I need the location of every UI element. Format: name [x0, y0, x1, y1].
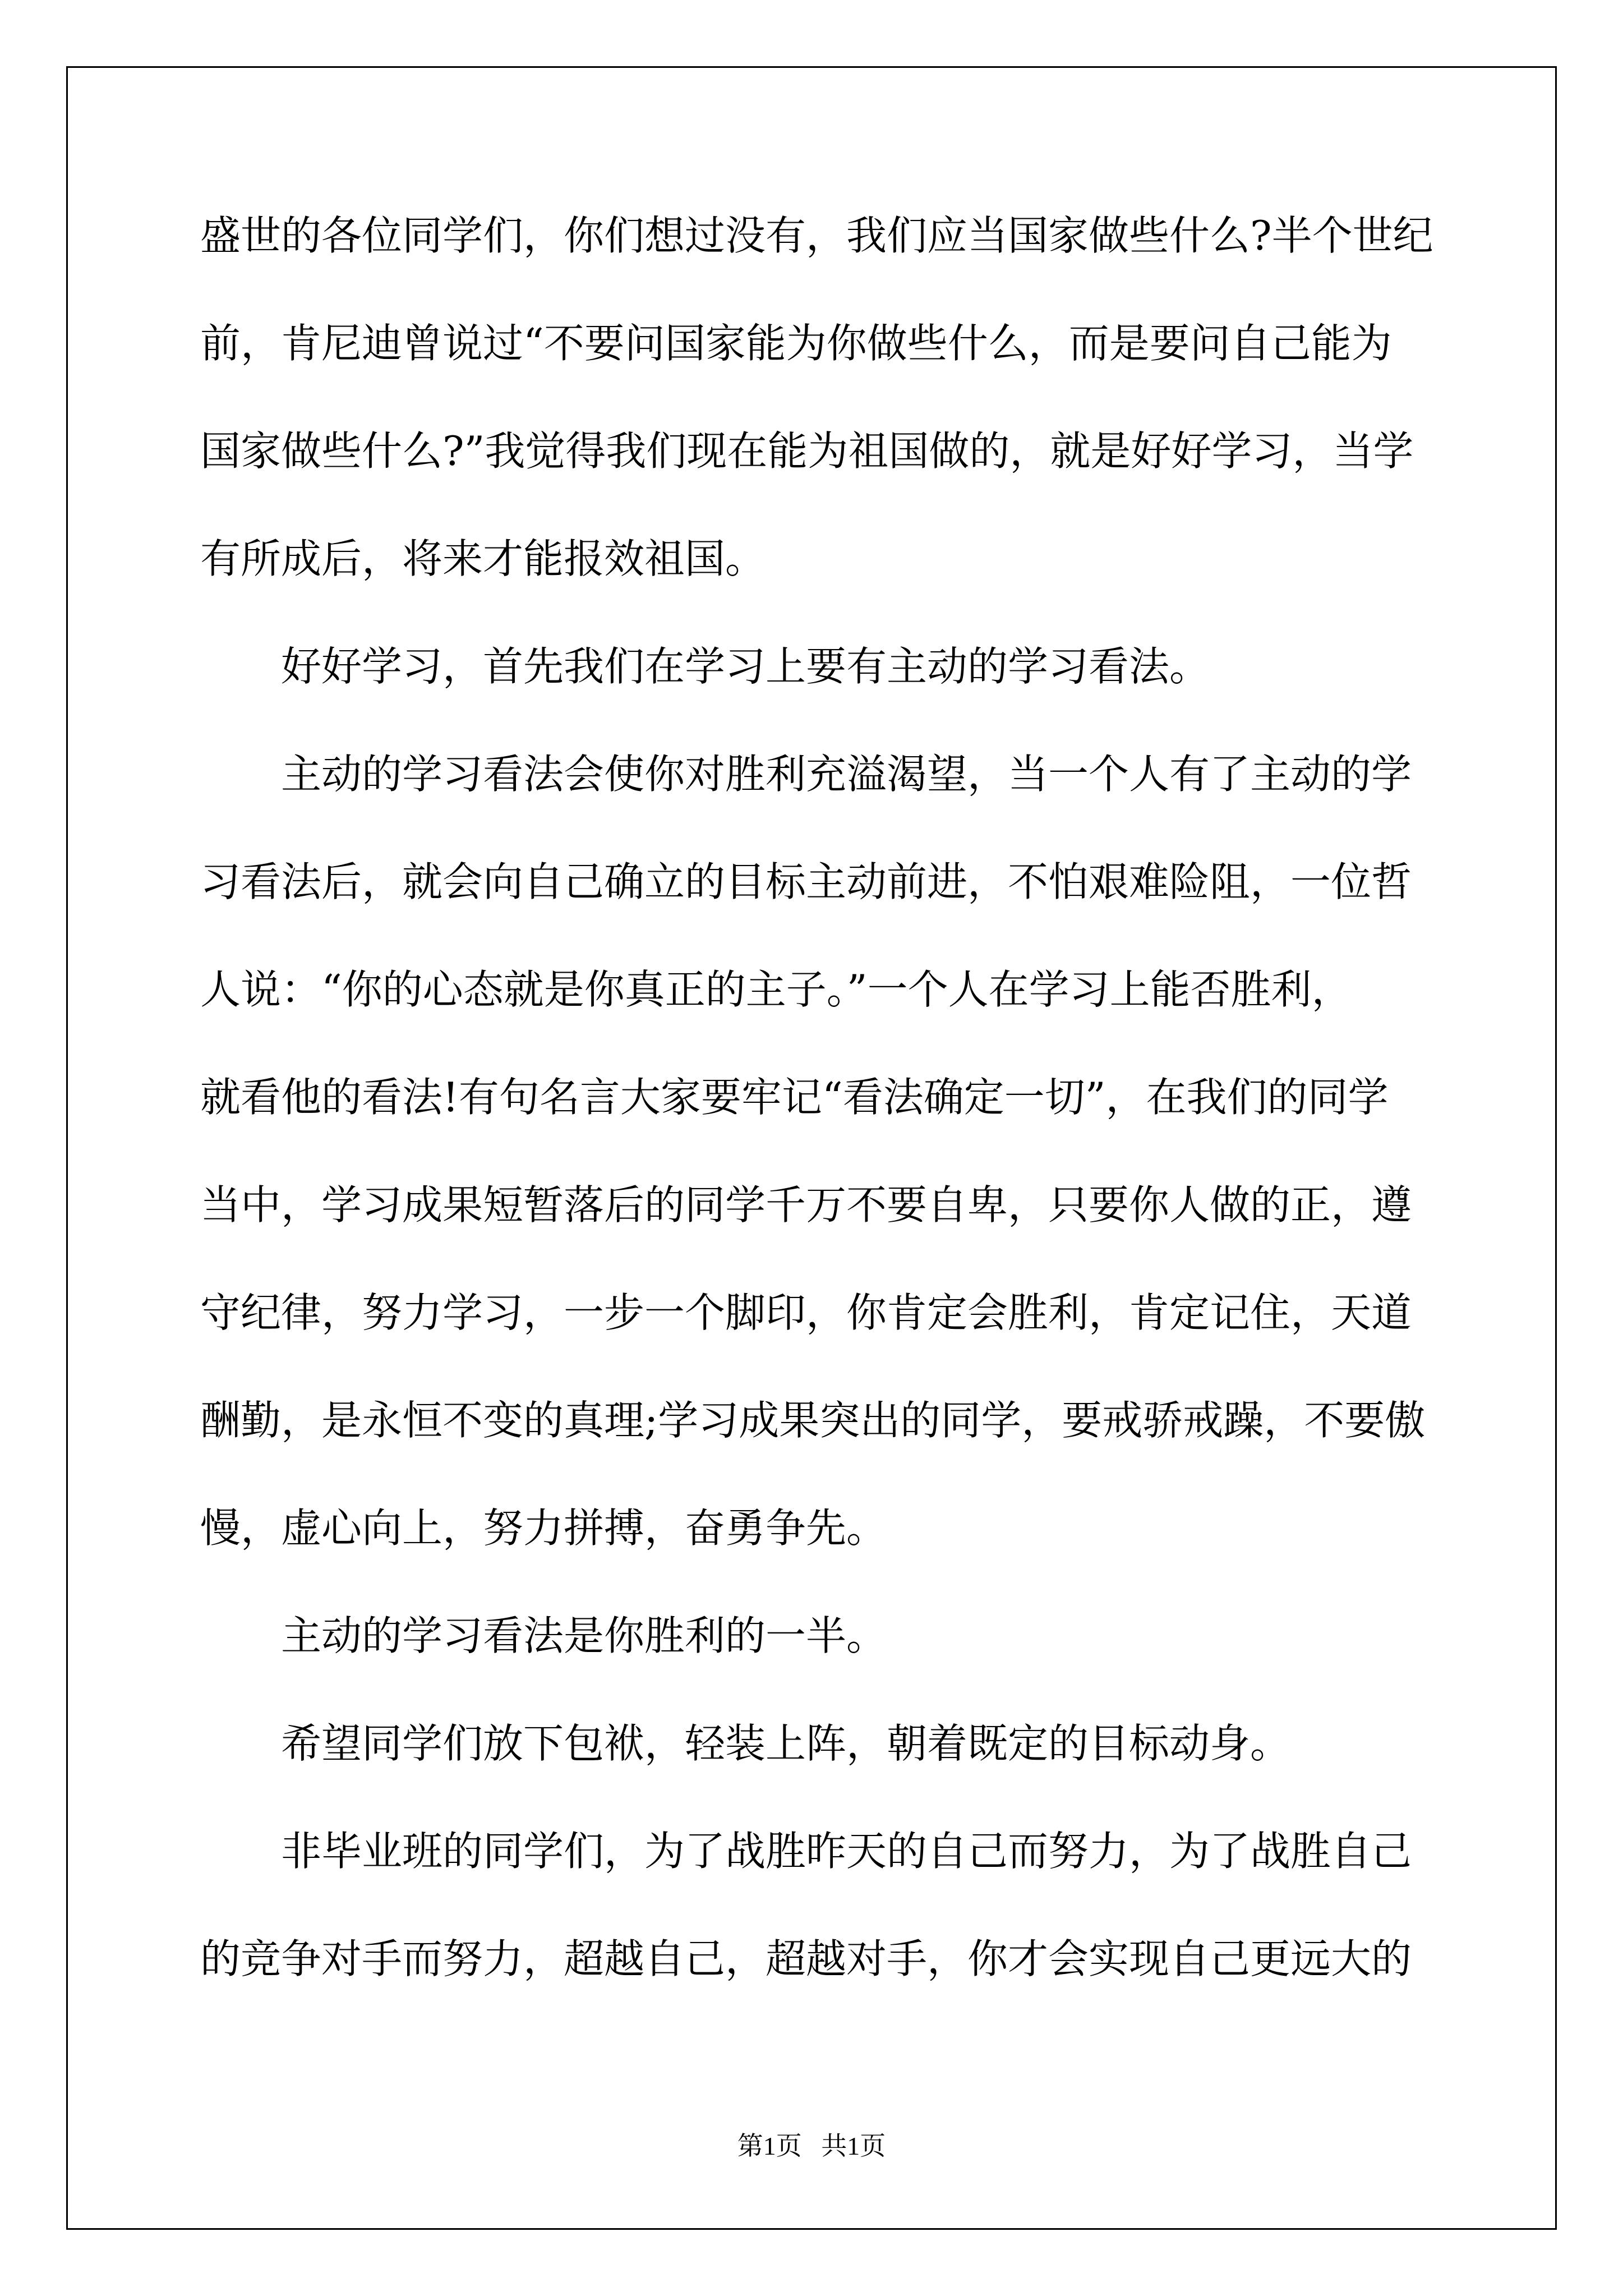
paragraph-start-line: 主动的学习看法会使你对胜利充溢渴望，当一个人有了主动的学 [281, 751, 1412, 798]
text-line: 盛世的各位同学们，你们想过没有，我们应当国家做些什么?半个世纪 [200, 212, 1433, 259]
text-line: 守纪律，努力学习，一步一个脚印，你肯定会胜利，肯定记住，天道 [200, 1289, 1412, 1336]
paragraph-start-line: 希望同学们放下包袱，轻装上阵，朝着既定的目标动身。 [281, 1720, 1291, 1767]
text-line: 就看他的看法!有句名言大家要牢记“看法确定一切”，在我们的同学 [200, 1074, 1389, 1121]
text-line: 习看法后，就会向自己确立的目标主动前进，不怕艰难险阻，一位哲 [200, 858, 1412, 905]
text-line: 人说：“你的心态就是你真正的主子。”一个人在学习上能否胜利， [200, 966, 1352, 1013]
text-line: 有所成后，将来才能报效祖国。 [200, 535, 766, 582]
text-line: 慢，虚心向上，努力拼搏，奋勇争先。 [200, 1504, 887, 1552]
page-number-label: 第1页 共1页 [737, 2132, 886, 2160]
text-line: 的竞争对手而努力，超越自己，超越对手，你才会实现自己更远大的 [200, 1935, 1412, 1982]
page-footer [0, 2129, 1623, 2163]
text-line: 酬勤，是永恒不变的真理;学习成果突出的同学，要戒骄戒躁，不要傲 [200, 1397, 1426, 1444]
document-body [200, 209, 1434, 2040]
paragraph-start-line: 非毕业班的同学们，为了战胜昨天的自己而努力，为了战胜自己 [281, 1828, 1412, 1875]
text-line: 前，肯尼迪曾说过“不要问国家能为你做些什么，而是要问自己能为 [200, 320, 1392, 367]
text-line: 当中，学习成果短暂落后的同学千万不要自卑，只要你人做的正，遵 [200, 1181, 1412, 1228]
paragraph-start-line: 主动的学习看法是你胜利的一半。 [281, 1612, 887, 1659]
text-line: 国家做些什么?”我觉得我们现在能为祖国做的，就是好好学习，当学 [200, 427, 1414, 475]
paragraph-start-line: 好好学习，首先我们在学习上要有主动的学习看法。 [281, 643, 1210, 690]
